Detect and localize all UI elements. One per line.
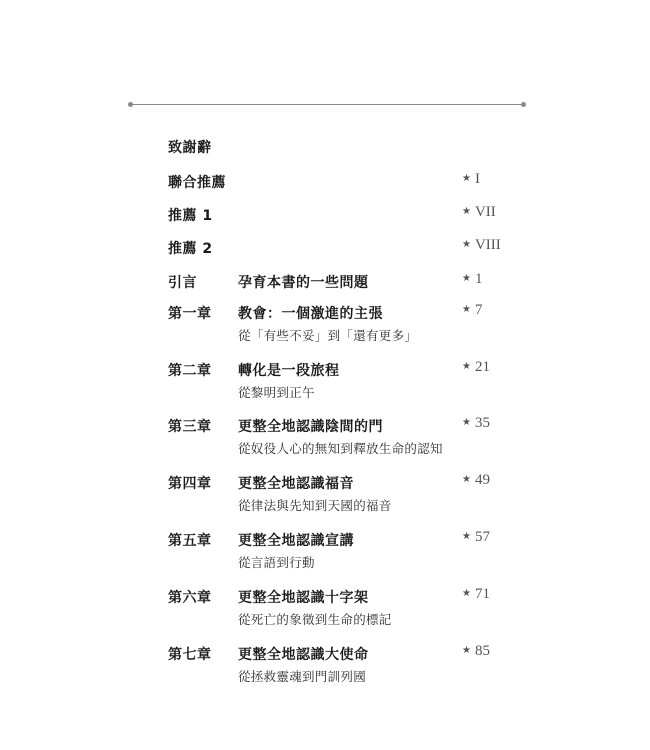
star-icon: ★ (462, 361, 471, 372)
toc-subtitle: 從死亡的象徵到生命的標記 (238, 612, 392, 627)
toc-label: 第一章 (168, 306, 212, 322)
star-icon: ★ (462, 273, 471, 284)
toc-page: ★ I (462, 171, 480, 187)
toc-title: 更整全地認識福音 (238, 476, 354, 492)
toc-page: ★ VII (462, 204, 496, 220)
toc-page: ★ 21 (462, 359, 490, 375)
star-icon: ★ (462, 206, 471, 217)
toc-label: 第二章 (168, 363, 212, 379)
star-icon: ★ (462, 645, 471, 656)
toc-label: 第四章 (168, 476, 212, 492)
toc-label: 第五章 (168, 533, 212, 549)
toc-page: ★ 1 (462, 271, 483, 287)
toc-label: 推薦 2 (168, 241, 213, 257)
toc-title: 更整全地認識大使命 (238, 647, 369, 663)
star-icon: ★ (462, 588, 471, 599)
toc-title: 轉化是一段旅程 (238, 363, 340, 379)
toc-label: 第七章 (168, 647, 212, 663)
star-icon: ★ (462, 173, 471, 184)
toc-subtitle: 從拯救靈魂到門訓列國 (238, 669, 367, 684)
toc-page: ★ 85 (462, 643, 490, 659)
toc-title: 更整全地認識陰間的門 (238, 419, 383, 435)
toc-label: 致謝辭 (168, 140, 212, 156)
toc-title: 更整全地認識宣講 (238, 533, 354, 549)
toc-subtitle: 從奴役人心的無知到釋放生命的認知 (238, 441, 443, 456)
toc-subtitle: 從律法與先知到天國的福音 (238, 498, 392, 513)
toc-page: ★ 7 (462, 302, 483, 318)
star-icon: ★ (462, 304, 471, 315)
toc-label: 第六章 (168, 590, 212, 606)
toc-page: ★ 71 (462, 586, 490, 602)
toc-page: ★ 57 (462, 529, 490, 545)
toc-page: ★ 49 (462, 472, 490, 488)
toc-subtitle: 從黎明到正午 (238, 385, 315, 400)
star-icon: ★ (462, 474, 471, 485)
toc-title: 孕育本書的一些問題 (238, 275, 369, 291)
toc-label: 第三章 (168, 419, 212, 435)
toc-title: 教會：一個激進的主張 (238, 306, 383, 322)
toc-title: 更整全地認識十字架 (238, 590, 369, 606)
star-icon: ★ (462, 531, 471, 542)
star-icon: ★ (462, 417, 471, 428)
toc-label: 推薦 1 (168, 208, 213, 224)
toc-label: 引言 (168, 275, 197, 291)
toc-subtitle: 從「有些不妥」到「還有更多」 (238, 328, 418, 343)
toc-page: ★ VIII (462, 237, 501, 253)
toc-subtitle: 從言語到行動 (238, 555, 315, 570)
toc-label: 聯合推薦 (168, 175, 226, 191)
star-icon: ★ (462, 239, 471, 250)
toc-page: ★ 35 (462, 415, 490, 431)
